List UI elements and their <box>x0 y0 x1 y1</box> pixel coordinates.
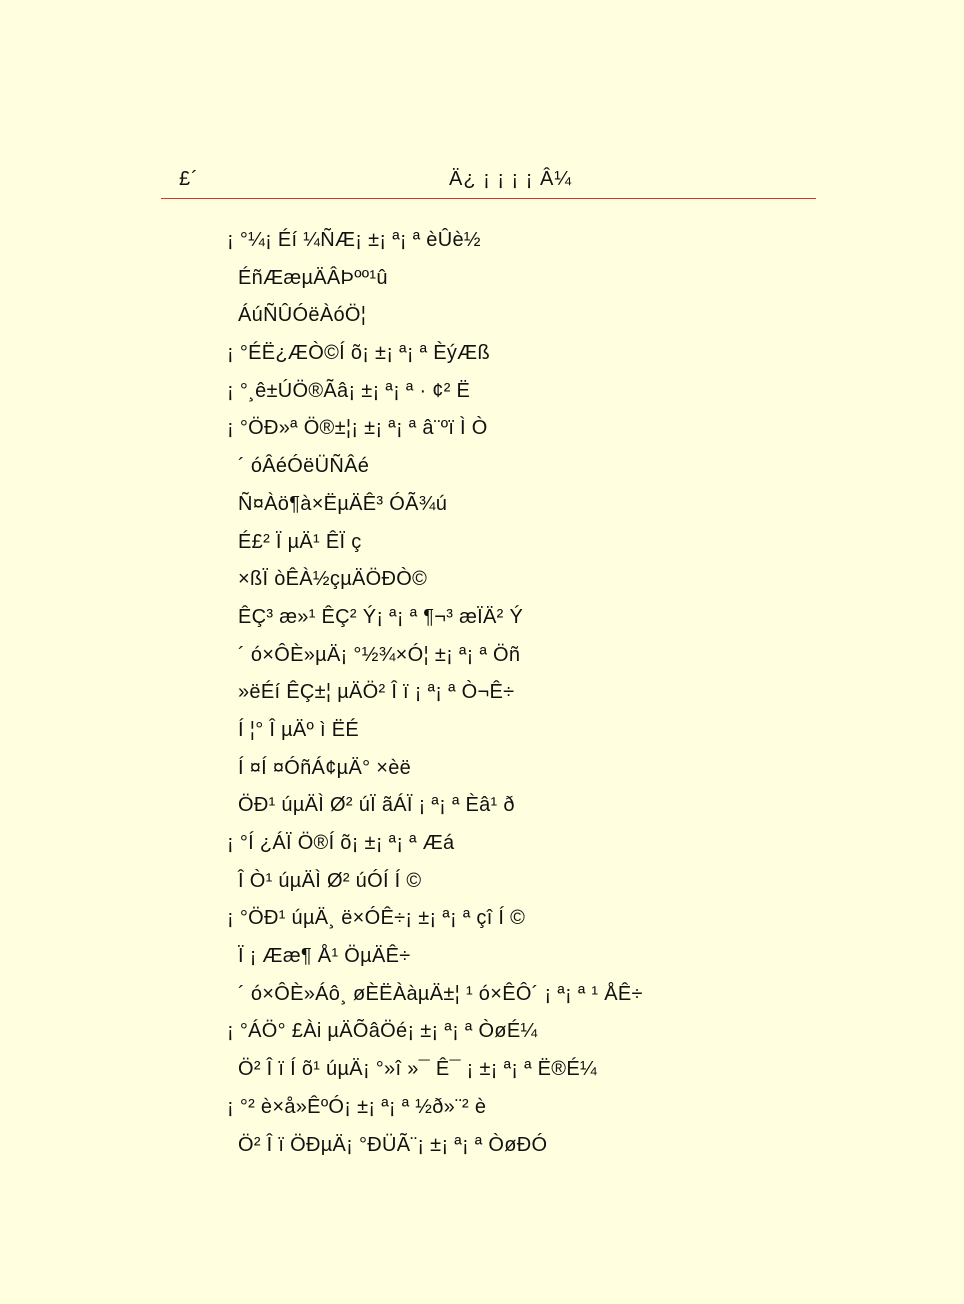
running-title: Ä¿ ¡ ¡ ¡ ¡ Â¼ <box>449 168 572 190</box>
toc-line: Í ¤Í ¤ÓñÁ¢µÄ° ×èë <box>238 756 412 779</box>
toc-line: Ï ¡ Ææ¶ Å¹ ÖµÄÊ÷ <box>238 945 411 968</box>
toc-line: ÖÐ¹ úµÄÌ Ø² úÏ ãÁÏ ¡ ª¡ ª Èâ¹ ð <box>238 794 515 817</box>
toc-line: ¡ °ÉË¿ÆÒ©Í õ¡ ±¡ ª¡ ª ÈýÆß <box>227 342 490 365</box>
toc-line: ¡ °¼¡ Éí ¼ÑÆ¡ ±¡ ª¡ ª èÛè½ <box>227 229 481 251</box>
page-header <box>161 164 816 200</box>
toc-line: ×ßÏ òÊÀ½çµÄÖÐÒ© <box>238 568 428 591</box>
toc-line: É£² Ï µÄ¹ ÊÏ ç <box>238 530 362 553</box>
page-number: £´ <box>179 168 199 190</box>
toc-line: ÁúÑÛÓëÀóÖ¦ <box>238 304 367 327</box>
toc-line: ´ ó×ÔÈ»µÄ¡ °½¾×Ó¦ ±¡ ª¡ ª Öñ <box>238 643 521 666</box>
toc-line: ´ óÂéÓëÜÑÂé <box>238 455 370 478</box>
toc-line: ´ ó×ÔÈ»Áô¸ øÈËÀàµÄ±¦ ¹ ó×ÊÔ´ ¡ ª¡ ª ¹ ÅÊ÷ <box>238 982 643 1005</box>
toc-line: ¡ °Í ¿ÁÏ Ö®Í õ¡ ±¡ ª¡ ª Æá <box>227 832 455 854</box>
toc-line: ¡ °² è×å»ÊºÓ¡ ±¡ ª¡ ª ½ð»¨² è <box>227 1095 487 1118</box>
table-of-contents <box>227 222 787 1164</box>
toc-line: ¡ °¸ê±ÚÖ®Ãâ¡ ±¡ ª¡ ª · ¢² Ë <box>227 379 471 402</box>
toc-line: ÉñÆæµÄÂÞºº¹û <box>238 266 388 289</box>
toc-line: Ñ¤Àö¶à×ËµÄÊ³ ÓÃ¾ú <box>238 492 448 515</box>
toc-line: Í ¦° Î µÄº ì ËÉ <box>238 718 359 741</box>
toc-line: »ëÉí ÊÇ±¦ µÄÖ² Î ï ¡ ª¡ ª Ò¬Ê÷ <box>238 681 515 704</box>
toc-line: ÊÇ³ æ»¹ ÊÇ² Ý¡ ª¡ ª ¶¬³ æÏÄ² Ý <box>238 605 524 628</box>
header-rule <box>161 198 816 199</box>
toc-line: ¡ °ÁÖ° £Ài µÄÕâÖé¡ ±¡ ª¡ ª ÒøÉ¼ <box>227 1020 538 1043</box>
toc-line: Ö² Î ï ÖÐµÄ¡ °ÐÜÃ¨¡ ±¡ ª¡ ª ÒøÐÓ <box>238 1133 548 1156</box>
toc-line: Î Ò¹ úµÄÌ Ø² úÓÍ Í © <box>238 869 422 892</box>
toc-line: ¡ °ÖÐ»ª Ö®±¦¡ ±¡ ª¡ ª â¨ºï Ì Ò <box>227 417 488 440</box>
toc-line: Ö² Î ï Í õ¹ úµÄ¡ °»î »¯ Ê¯ ¡ ±¡ ª¡ ª Ë®É¼ <box>238 1058 597 1081</box>
toc-line: ¡ °ÖÐ¹ úµÄ¸ ë×ÓÊ÷¡ ±¡ ª¡ ª çî Í © <box>227 907 526 930</box>
